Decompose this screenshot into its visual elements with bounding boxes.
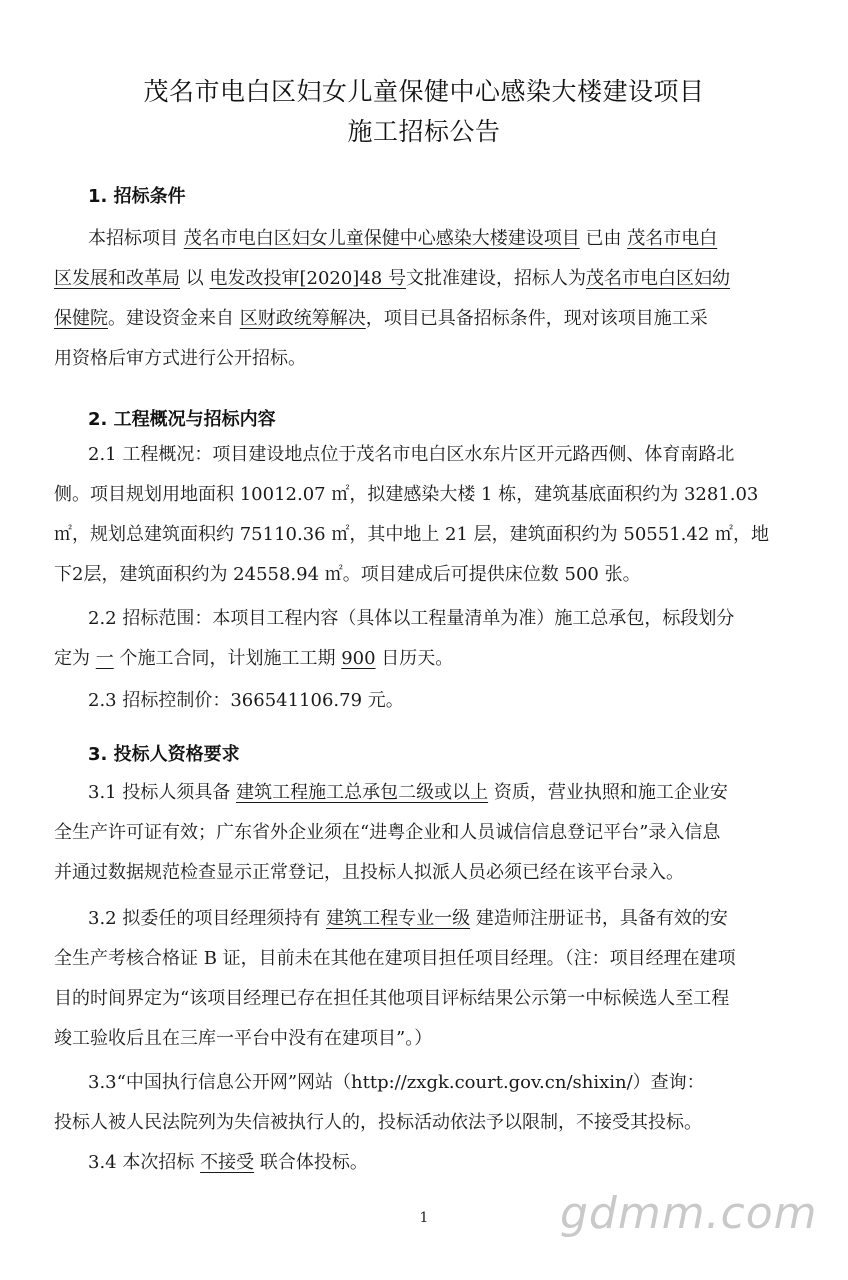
s2-1-line-2: 侧。项目规划用地面积 10012.07 ㎡，拟建感染大楼 1 栋，建筑基底面积约为 3281.03	[54, 484, 759, 505]
manager-certificate: 建筑工程专业一级	[326, 908, 471, 929]
s2-2-line-2: 定为 一 个施工合同，计划施工工期 900 日历天。	[54, 648, 454, 669]
document-subtitle: 施工招标公告	[347, 117, 501, 146]
s2-1-line-1: 2.1 工程概况：项目建设地点位于茂名市电白区水东片区开元路西侧、体育南路北	[88, 444, 735, 465]
funding-source: 区财政统筹解决	[239, 308, 366, 329]
project-name: 茂名市电白区妇女儿童保健中心感染大楼建设项目	[183, 228, 580, 249]
approver-part-1: 茂名市电白	[627, 228, 718, 249]
s3-2-line-1: 3.2 拟委任的项目经理须持有 建筑工程专业一级 建造师注册证书，具备有效的安	[88, 908, 728, 929]
s3-4-line: 3.4 本次招标 不接受 联合体投标。	[88, 1152, 368, 1173]
contract-count: 一	[95, 648, 114, 669]
tenderer-part-2: 保健院	[54, 308, 108, 329]
tenderer-part-1: 茂名市电白区妇幼	[585, 268, 730, 289]
s3-1-line-3: 并通过数据规范检查显示正常登记，且投标人拟派人员必须已经在该平台录入。	[54, 862, 684, 883]
s3-3-line-2: 投标人被人民法院列为失信被执行人的，投标活动依法予以限制，不接受其投标。	[54, 1112, 702, 1133]
s3-2-line-2: 全生产考核合格证 B 证，目前未在其他在建项目担任项目经理。（注：项目经理在建项	[54, 948, 736, 969]
s1-line-3: 保健院。建设资金来自 区财政统筹解决，项目已具备招标条件，现对该项目施工采	[54, 308, 708, 329]
s2-2-line-1: 2.2 招标范围：本项目工程内容（具体以工程量清单为准）施工总承包，标段划分	[88, 608, 735, 629]
s3-2-line-4: 竣工验收后且在三库一平台中没有在建项目”。）	[54, 1028, 433, 1049]
s1-line-4: 用资格后审方式进行公开招标。	[54, 348, 306, 369]
s3-2-line-3: 目的时间界定为“该项目经理已存在担任其他项目评标结果公示第一中标候选人至工程	[54, 988, 730, 1009]
s3-1-line-1: 3.1 投标人须具备 建筑工程施工总承包二级或以上 资质，营业执照和施工企业安	[88, 782, 728, 803]
s3-3-line-1: 3.3“中国执行信息公开网”网站（http://zxgk.court.gov.cn/shixin/）查询：	[88, 1072, 705, 1093]
document-title: 茂名市电白区妇女儿童保健中心感染大楼建设项目	[143, 77, 705, 106]
s2-1-line-4: 下2层，建筑面积约为 24558.94 ㎡。项目建成后可提供床位数 500 张。	[54, 564, 641, 585]
watermark: gdmm.com	[560, 1188, 818, 1239]
s3-1-line-2: 全生产许可证有效；广东省外企业须在“进粤企业和人员诚信信息登记平台”录入信息	[54, 822, 721, 843]
s2-3-line: 2.3 招标控制价：366541106.79 元。	[88, 690, 404, 711]
section-3-heading: 3. 投标人资格要求	[88, 744, 240, 765]
qualification: 建筑工程施工总承包二级或以上	[236, 782, 489, 803]
consortium-acceptance: 不接受	[200, 1152, 255, 1173]
approval-document: 电发改投审[2020]48 号	[209, 268, 406, 289]
construction-days: 900	[341, 648, 376, 669]
section-2-heading: 2. 工程概况与招标内容	[88, 409, 276, 430]
approver-part-2: 区发展和改革局	[54, 268, 180, 289]
page-number: 1	[419, 1210, 429, 1226]
s1-line-1: 本招标项目 茂名市电白区妇女儿童保健中心感染大楼建设项目 已由 茂名市电白	[88, 228, 718, 249]
s2-1-line-3: ㎡，规划总建筑面积约 75110.36 ㎡，其中地上 21 层，建筑面积约为 50551.42 ㎡，地	[54, 524, 770, 545]
s1-line-2: 区发展和改革局 以 电发改投审[2020]48 号文批准建设，招标人为茂名市电白区妇幼	[54, 268, 730, 289]
section-1-heading: 1. 招标条件	[88, 186, 186, 207]
